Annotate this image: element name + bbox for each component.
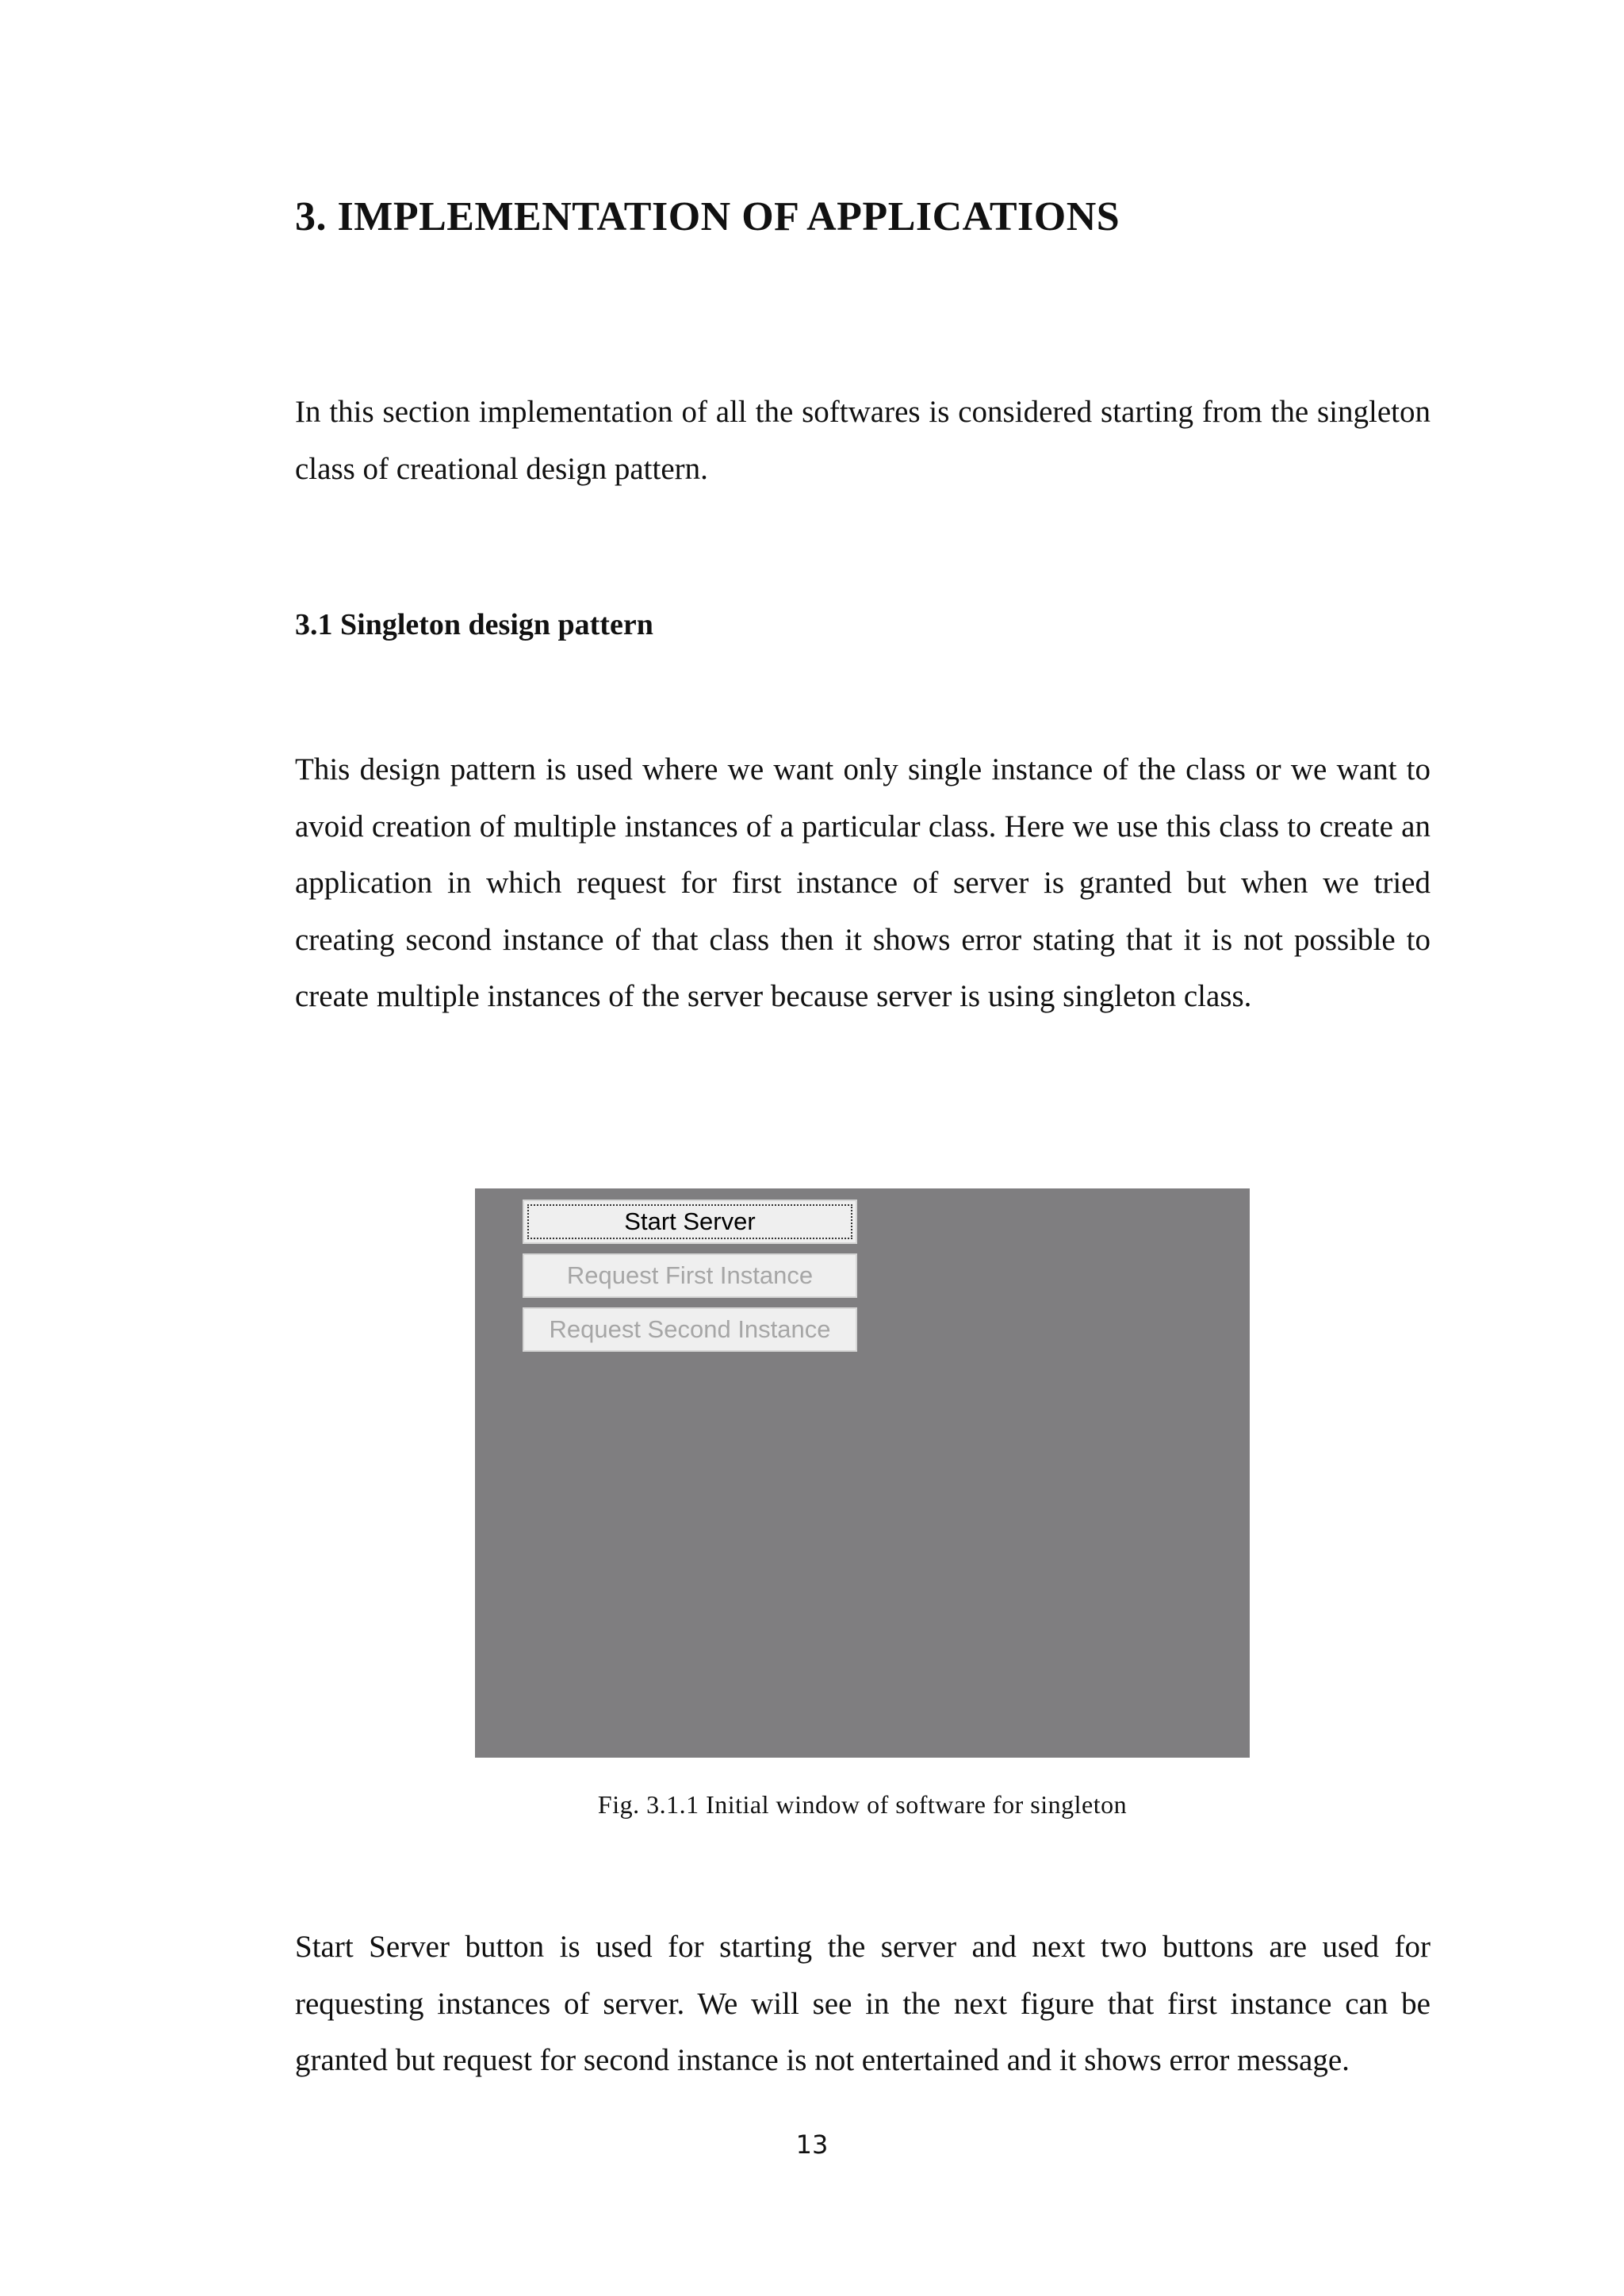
request-first-instance-button[interactable]: Request First Instance xyxy=(523,1253,857,1298)
page-number: 13 xyxy=(795,2130,829,2160)
request-second-instance-button[interactable]: Request Second Instance xyxy=(523,1307,857,1352)
figure-description-paragraph: Start Server button is used for starting the server and next two buttons are used for requesting instances of server. We will see in the next figure that first instance can be granted but request for second instance is not entertained and it shows error message. xyxy=(295,1930,1431,2077)
figure-app-window xyxy=(475,1188,1250,1758)
chapter-title: 3. IMPLEMENTATION OF APPLICATIONS xyxy=(295,194,1120,239)
intro-paragraph: In this section implementation of all the softwares is considered starting from the singleton class of creational design pattern. xyxy=(295,395,1431,486)
singleton-paragraph: This design pattern is used where we want only single instance of the class or we want to avoid creation of multiple instances of a particular class. Here we use this class to create an application in which request for first instance of server is granted but when we tried creating second instance of that class then it shows error stating that it is not possible to create multiple instances of the server because server is using singleton class. xyxy=(295,752,1431,1013)
start-server-button[interactable]: Start Server xyxy=(523,1200,857,1244)
section-heading: 3.1 Singleton design pattern xyxy=(295,608,653,641)
figure-caption: Fig. 3.1.1 Initial window of software for singleton xyxy=(597,1790,1128,1819)
